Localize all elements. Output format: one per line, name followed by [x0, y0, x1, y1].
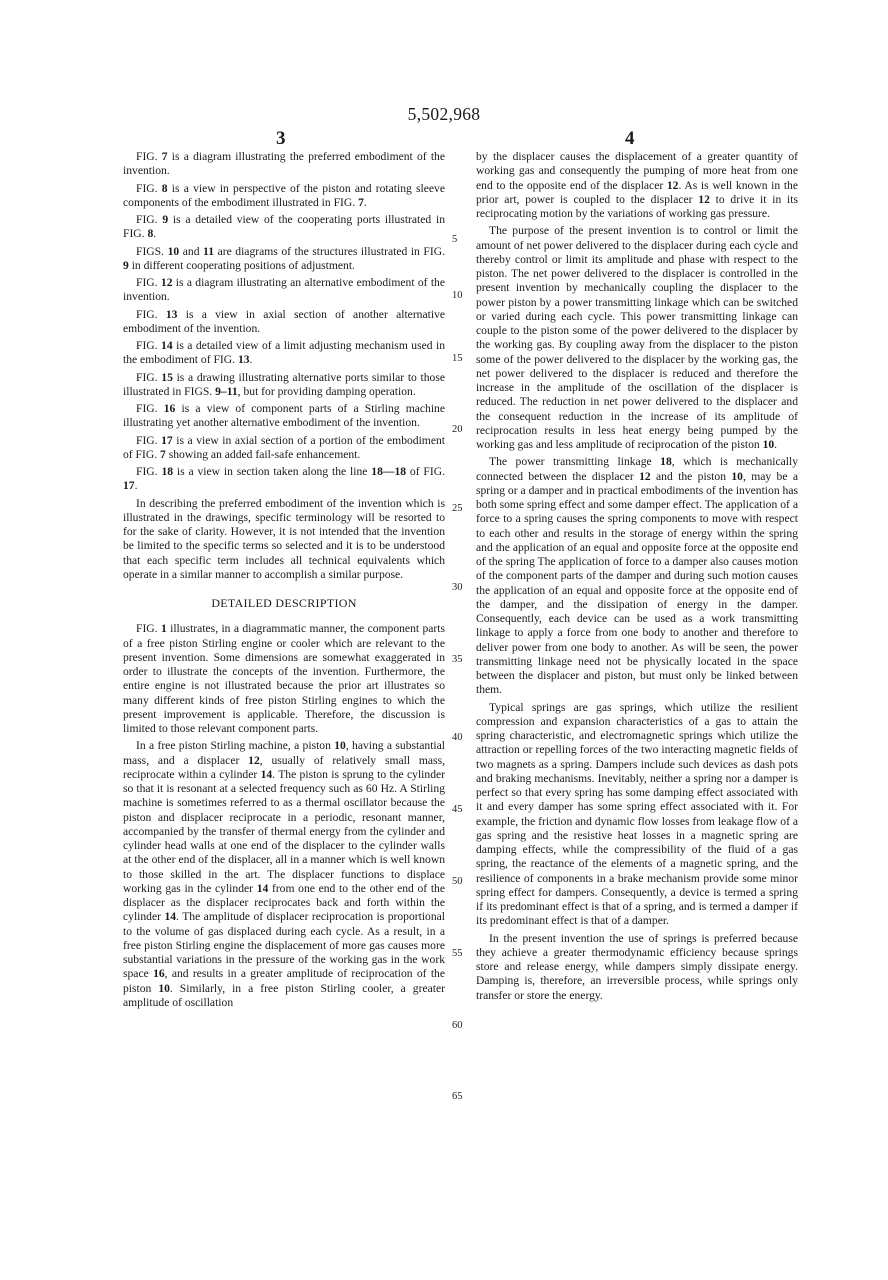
figure-description — [123, 308, 445, 337]
reference-numeral: 1 — [160, 622, 167, 636]
figure-description — [123, 276, 445, 305]
figure-number: 8 — [147, 227, 154, 241]
figure-description — [123, 465, 445, 494]
figure-number: 13 — [165, 307, 178, 321]
paragraph-purpose — [476, 224, 798, 452]
left-column — [123, 150, 445, 1010]
right-column — [476, 150, 798, 1003]
figure-number: 11 — [203, 244, 215, 258]
line-number: 20 — [452, 424, 463, 435]
figure-descriptions — [123, 150, 445, 494]
figure-description — [123, 182, 445, 211]
reference-numeral: 12 — [698, 192, 710, 206]
text-run: . — [134, 479, 138, 493]
text-run: FIGS. — [136, 244, 168, 258]
text-run: and — [179, 244, 204, 258]
text-run: is a view in axial section of another alternative embodiment of the invention. — [123, 307, 446, 335]
reference-numeral: 14 — [164, 910, 177, 924]
figure-number: 9 — [162, 213, 169, 226]
figure-number: 8 — [161, 181, 168, 195]
line-number: 65 — [452, 1091, 463, 1102]
figure-description — [123, 245, 445, 274]
line-number: 15 — [452, 353, 463, 364]
line-number: 55 — [452, 948, 463, 959]
text-run: illustrates, in a diagrammatic manner, the component parts of a free piston Stirling engine or cooler which are relevant to the present invention. Some dimensions are somewhat exaggerated in order to illustrate the concepts of the invention. Furthermore, the entire engine is not illustrated because the prior art illustrates so many different kinds of free piston Stirling engines to which the present improvement is applicable. Therefore, the discussion is limited to those relevant component parts. — [123, 622, 445, 735]
text-run: of FIG. — [406, 465, 445, 478]
text-run: by the displacer causes the displacement of a greater quantity of working gas and consequently the pumping of more heat from one end to the opposite end of the displacer — [476, 150, 798, 192]
text-run: . — [774, 438, 778, 451]
paragraph-power-linkage — [476, 455, 798, 697]
text-run: FIG. — [136, 370, 162, 384]
text-run: FIG. — [136, 213, 163, 226]
reference-numeral: 10 — [762, 438, 775, 451]
paragraph-free-piston-machine — [123, 739, 445, 1010]
figure-number: 16 — [163, 402, 176, 415]
text-run: . — [249, 353, 253, 367]
line-number: 25 — [452, 503, 463, 514]
text-run: , may be a spring or a damper and in practical embodiments of the invention has both some spring effect and some damper effect. The application of a force to a spring causes the spring components to move with respect to each other and results in the storage of energy within the spring and the application of an equal and opposite force at the opposite end of the spring The application of force to a damper also causes motion of the component parts of the damper and during such motion causes the application of an equal and opposite force at the opposite end of the damper, and the dissipation of energy in the damper. Consequently, each device can be used as a work transmitting linkage to apply a force from one body to another and therefore to deliver power from one body to another. As will be seen, the power transmitting linkage need not be physically located in the space between the displacer and piston, but must only be linked between them. — [476, 469, 798, 697]
reference-numeral: 14 — [260, 767, 273, 781]
reference-numeral: 12 — [248, 753, 260, 767]
text-run: is a diagram illustrating the preferred embodiment of the invention. — [123, 150, 445, 178]
reference-numeral: 10 — [731, 469, 743, 483]
text-run: . — [363, 195, 367, 209]
terminology-paragraph: In describing the preferred embodiment of the invention which is illustrated in the drawings, specific terminology will be resorted to for the sake of clarity. However, it is not intended that the invention be limited to the specific terms so selected and it is to be understood that each specific term includes all technical equivalents which operate in a similar manner to accomplish a similar purpose. — [123, 496, 445, 581]
text-run: , which is mechanically connected between the displacer — [476, 455, 799, 483]
text-run: . Similarly, in a free piston Stirling cooler, a greater amplitude of oscillation — [123, 981, 445, 1009]
line-number: 5 — [452, 234, 458, 245]
figure-number: 9–11 — [215, 384, 238, 398]
paragraph-springs-dampers: Typical springs are gas springs, which utilize the resilient compression and expansion characteristics of a gas to attain the spring characteristic, and electromagnetic springs which utilize the attraction or repelling forces of the two interacting magnetic fields of two magnets as a spring. Dampers include such devices as dash pots and braking mechanisms. Inevitably, neither a spring nor a damper is perfect so that every spring has some damping effect associated with it and every damper has some spring effect associated with it. For example, the friction and dynamic flow losses from leakage flow of a gas spring and the resistive heat losses in a magnetic spring are damping effects, while the compressibility of the fluid of a gas spring, the reactance of the elements of a magnetic spring, and the resilience of components in a brake mechanism provide some minor spring effect for dampers. Consequently, a device is termed a spring if its predominant effect is that of a spring, and is termed a damper if its predominant effect is that of a damper. — [476, 700, 798, 928]
text-run: showing an added fail-safe enhancement. — [165, 447, 361, 461]
figure-number: 9 — [123, 258, 129, 272]
text-run: is a view in axial section of a portion of the embodiment of FIG. — [123, 433, 445, 461]
figure-number: 18 — [161, 465, 174, 478]
figure-description — [123, 339, 445, 368]
column-number-left: 3 — [276, 128, 286, 149]
text-run: , but for providing damping operation. — [237, 384, 416, 398]
text-run: , and results in a greater amplitude of reciprocation of the piston — [123, 967, 445, 995]
figure-number: 7 — [358, 195, 364, 209]
paragraph-springs-preferred: In the present invention the use of springs is preferred because they achieve a greater thermodynamic efficiency because springs store and release energy, while dampers simply dissipate energy. Damping is, therefore, an irreversible process, while springs only transfer or store the energy. — [476, 931, 798, 1002]
figure-number: 17 — [161, 433, 173, 447]
text-run: to drive it in its reciprocating motion by the variations of working gas pressure. — [476, 192, 798, 220]
reference-numeral: 12 — [639, 469, 651, 483]
column-number-right: 4 — [625, 128, 635, 149]
text-run: FIG. — [136, 339, 162, 352]
figure-number: 14 — [161, 339, 173, 352]
text-run: FIG. — [136, 276, 161, 289]
text-run: is a view of component parts of a Stirling machine illustrating yet another alternative embodiment of the invention. — [123, 402, 445, 430]
figure-number: 13 — [237, 353, 250, 367]
text-run: FIG. — [136, 622, 161, 636]
figure-number: 15 — [161, 370, 173, 384]
text-run: from one end to the other end of the displacer as the displacer reciprocates back and forth within the cylinder — [123, 881, 445, 924]
figure-description — [123, 213, 445, 242]
text-run: FIG. — [136, 181, 162, 195]
patent-number: 5,502,968 — [407, 104, 481, 124]
text-run: are diagrams of the structures illustrated in FIG. — [214, 244, 445, 258]
text-run: , usually of relatively small mass, reciprocate within a cylinder — [123, 753, 445, 781]
figure-number: 17 — [123, 479, 135, 493]
figure-number: 12 — [160, 276, 173, 289]
line-number: 60 — [452, 1020, 463, 1031]
line-number: 40 — [452, 732, 463, 743]
figure-description — [123, 371, 445, 400]
text-run: The power transmitting linkage — [489, 455, 661, 469]
reference-numeral: 14 — [256, 881, 269, 895]
figure-description — [123, 150, 445, 179]
text-run: The purpose of the present invention is to control or limit the amount of net power delivered to the displacer during each cycle and thereby control or limit its amplitude and phase with respect to the piston. The net power delivered to the displacer is controlled in the present invention by mechanically coupling the displacer to the power piston by a power transmitting linkage which can be switched or varied during each cycle. This power transmitting linkage can couple to the piston some of the power delivered to the displacer by the working gas. By coupling away from the displacer to the piston some of the power delivered to the displacer by the working gas, the net power delivered to the displacer is reduced and therefore the increase in the amplitude of the oscillation of the displacer is reduced. The reduction in net power delivered to the displacer and the consequent reduction in the increase of its amplitude of reciprocation results in less heat energy being pumped by the working gas and less amplitude of reciprocation of the piston — [476, 224, 798, 451]
reference-numeral: 18 — [660, 455, 672, 469]
figure-description — [123, 434, 445, 463]
reference-numeral: 10 — [158, 981, 170, 995]
text-run: is a drawing illustrating alternative ports similar to those illustrated in FIGS. — [123, 370, 445, 398]
text-run: is a view in section taken along the line — [173, 465, 372, 478]
reference-numeral: 12 — [666, 178, 679, 192]
text-run: . — [153, 227, 157, 241]
line-number: 30 — [452, 582, 463, 593]
figure-number: 7 — [161, 150, 168, 163]
text-run: FIG. — [136, 402, 164, 415]
text-run: FIG. — [136, 150, 162, 163]
figure-description — [123, 402, 445, 431]
paragraph-fig1 — [123, 622, 445, 736]
text-run: , having a substantial mass, and a displacer — [123, 739, 445, 767]
text-run: FIG. — [136, 465, 162, 478]
text-run: In a free piston Stirling machine, a piston — [136, 739, 335, 753]
reference-numeral: 10 — [334, 739, 346, 753]
figure-number: 10 — [167, 244, 180, 258]
figure-number: 18—18 — [371, 465, 407, 478]
line-number: 50 — [452, 876, 463, 887]
reference-numeral: 16 — [153, 967, 165, 981]
text-run: . The amplitude of displacer reciprocation is proportional to the volume of gas displaced during each cycle. As a result, in a free piston Stirling engine the displacement of more gas causes more substantial variations in the pressure of the working gas in the work space — [123, 910, 446, 981]
text-run: FIG. — [136, 433, 162, 447]
text-run: in different cooperating positions of adjustment. — [128, 258, 355, 272]
text-run: is a detailed view of a limit adjusting mechanism used in the embodiment of FIG. — [123, 339, 446, 367]
text-run: is a diagram illustrating an alternative embodiment of the invention. — [123, 276, 445, 304]
line-number: 10 — [452, 290, 463, 301]
line-number: 45 — [452, 804, 463, 815]
text-run: and the piston — [650, 469, 732, 483]
text-run: is a detailed view of the cooperating ports illustrated in FIG. — [123, 213, 445, 241]
section-heading: DETAILED DESCRIPTION — [211, 596, 357, 610]
text-run: is a view in perspective of the piston and rotating sleeve components of the embodiment illustrated in FIG. — [123, 181, 445, 209]
line-number: 35 — [452, 654, 463, 665]
text-run: FIG. — [136, 307, 166, 321]
text-run: . The piston is sprung to the cylinder so that it is resonant at a selected frequency such as 60 Hz. A Stirling machine is sometimes referred to as a thermal oscillator because the piston and displacer reciprocate in a periodic, resonant manner, accompanied by the transfer of thermal energy from the cylinder and cylinder head walls at one end of the displacer to the cylinder walls at the other end of the displacer, all in a manner which is well known to those skilled in the art. The displacer functions to displace working gas in the cylinder — [123, 767, 446, 895]
figure-number: 7 — [160, 447, 166, 461]
paragraph-continued — [476, 150, 798, 221]
text-run: . As is well known in the prior art, power is coupled to the displacer — [476, 178, 798, 206]
